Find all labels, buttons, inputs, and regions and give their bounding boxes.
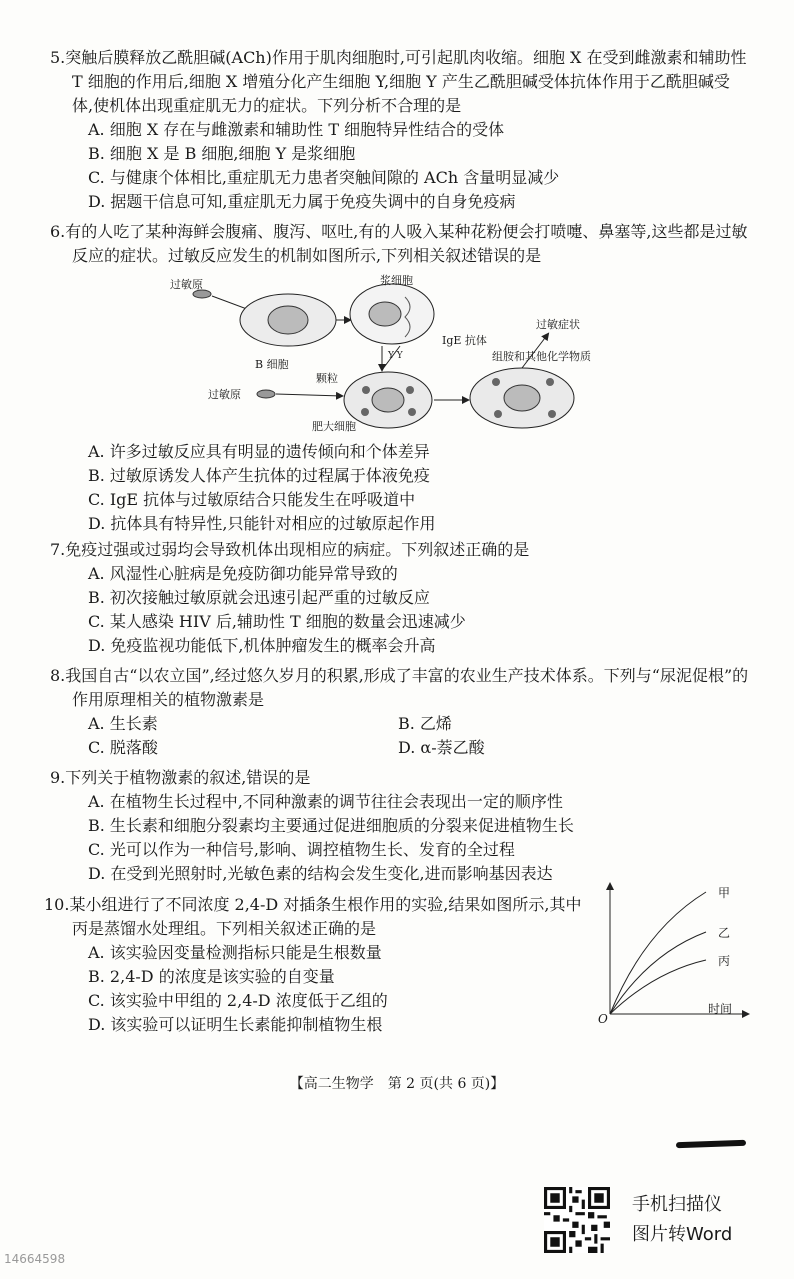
chart-xlabel: 时间 <box>708 1002 733 1016</box>
question-7-option-b: B. 初次接触过敏原就会迅速引起严重的过敏反应 <box>88 588 430 607</box>
question-7-option-a: A. 风湿性心脏病是免疫防御功能异常导致的 <box>88 564 398 583</box>
question-6-option-d: D. 抗体具有特异性,只能针对相应的过敏原起作用 <box>88 514 436 533</box>
question-6 <box>50 220 750 268</box>
question-5-option-b: B. 细胞 X 是 B 细胞,细胞 Y 是浆细胞 <box>88 144 356 163</box>
question-9-option-c: C. 光可以作为一种信号,影响、调控植物生长、发育的全过程 <box>88 840 515 859</box>
granule-label: 颗粒 <box>316 372 338 385</box>
allergen-icon <box>257 390 275 398</box>
scan-watermark-line-1: 手机扫描仪 <box>632 1194 722 1215</box>
b-cell-label: B 细胞 <box>255 358 289 371</box>
rooting-chart <box>596 880 756 1026</box>
page-footer: 【高二生物学 第 2 页(共 6 页)】 <box>289 1076 505 1092</box>
question-10-option-a: A. 该实验因变量检测指标只能是生根数量 <box>88 943 382 962</box>
question-6-option-a: A. 许多过敏反应具有明显的遗传倾向和个体差异 <box>88 442 430 461</box>
question-5-option-d: D. 据题干信息可知,重症肌无力属于免疫失调中的自身免疫病 <box>88 192 516 211</box>
curve-bing <box>610 960 706 1014</box>
curve-jia-label: 甲 <box>718 886 731 900</box>
question-6-option-c: C. IgE 抗体与过敏原结合只能发生在呼吸道中 <box>88 490 416 509</box>
question-9 <box>50 766 750 886</box>
question-8-options-row-1 <box>50 712 750 736</box>
allergy-mechanism-figure <box>160 272 620 434</box>
question-9-option-a: A. 在植物生长过程中,不同种激素的调节往往会表现出一定的顺序性 <box>88 792 563 811</box>
question-10-stem: 10.某小组进行了不同浓度 2,4-D 对插条生根作用的实验,结果如图所示,其中丙是蒸馏水处理组。下列相关叙述正确的是 <box>44 895 582 938</box>
question-5-stem: 5.突触后膜释放乙酰胆碱(ACh)作用于肌肉细胞时,可引起肌肉收缩。细胞 X 在受到雌激素和辅助性 T 细胞的作用后,细胞 X 增殖分化产生细胞 Y,细胞 Y 产生乙酰胆碱受体抗体作用于乙酰胆碱受体,使机体出现重症肌无力的症状。下列分析不合理的是 <box>50 48 747 115</box>
question-7-option-d: D. 免疫监视功能低下,机体肿瘤发生的概率会升高 <box>88 636 436 655</box>
question-8-options-row-2 <box>50 736 750 760</box>
question-6-options <box>50 440 750 536</box>
question-7 <box>50 538 750 658</box>
mast-cell-label: 肥大细胞 <box>312 420 356 433</box>
question-7-stem: 7.免疫过强或过弱均会导致机体出现相应的病症。下列叙述正确的是 <box>50 540 530 559</box>
allergen-label-1: 过敏原 <box>170 278 203 291</box>
curve-bing-label: 丙 <box>718 954 731 968</box>
question-9-option-b: B. 生长素和细胞分裂素均主要通过促进细胞质的分裂来促进植物生长 <box>88 816 574 835</box>
scan-smear <box>676 1140 746 1148</box>
question-8 <box>50 664 750 760</box>
plasma-cell-label: 浆细胞 <box>380 274 413 287</box>
question-5-option-c: C. 与健康个体相比,重症肌无力患者突触间隙的 ACh 含量明显减少 <box>88 168 560 187</box>
question-7-option-c: C. 某人感染 HIV 后,辅助性 T 细胞的数量会迅速减少 <box>88 612 466 631</box>
question-8-option-d: D. α-萘乙酸 <box>398 738 485 757</box>
question-5 <box>50 46 750 214</box>
question-10-option-d: D. 该实验可以证明生长素能抑制植物生根 <box>88 1015 383 1034</box>
question-8-option-a: A. 生长素 <box>88 714 158 733</box>
question-10-option-b: B. 2,4-D 的浓度是该实验的自变量 <box>88 967 335 986</box>
question-6-stem: 6.有的人吃了某种海鲜会腹痛、腹泻、呕吐,有的人吸入某种花粉便会打喷嚏、鼻塞等,这些都是过敏反应的症状。过敏反应发生的机制如图所示,下列相关叙述错误的是 <box>50 222 748 265</box>
ige-antibody-label: IgE 抗体 <box>442 334 487 347</box>
question-9-option-d: D. 在受到光照射时,光敏色素的结构会发生变化,进而影响基因表达 <box>88 864 553 883</box>
allergen-label-2: 过敏原 <box>208 388 241 401</box>
chart-origin-label: O <box>598 1012 608 1026</box>
scan-watermark-line-2: 图片转Word <box>632 1224 733 1245</box>
curve-yi-label: 乙 <box>718 926 731 940</box>
question-10 <box>44 893 584 1037</box>
question-6-option-b: B. 过敏原诱发人体产生抗体的过程属于体液免疫 <box>88 466 430 485</box>
question-8-stem: 8.我国自古“以农立国”,经过悠久岁月的积累,形成了丰富的农业生产技术体系。下列与“尿泥促根”的作用原理相关的植物激素是 <box>50 666 749 709</box>
curve-jia <box>610 892 706 1014</box>
qr-code-icon <box>544 1187 610 1253</box>
question-8-option-c: C. 脱落酸 <box>88 738 158 757</box>
question-10-option-c: C. 该实验中甲组的 2,4-D 浓度低于乙组的 <box>88 991 388 1010</box>
document-id: 14664598 <box>4 1252 66 1266</box>
allergy-symptoms-label: 过敏症状 <box>536 318 580 331</box>
scan-watermark <box>632 1190 732 1250</box>
histamine-label: 组胺和其他化学物质 <box>492 350 591 363</box>
svg-text:Y Y: Y Y <box>388 351 403 361</box>
question-9-stem: 9.下列关于植物激素的叙述,错误的是 <box>50 768 311 787</box>
question-5-option-a: A. 细胞 X 存在与雌激素和辅助性 T 细胞特异性结合的受体 <box>88 120 505 139</box>
question-8-option-b: B. 乙烯 <box>398 714 452 733</box>
